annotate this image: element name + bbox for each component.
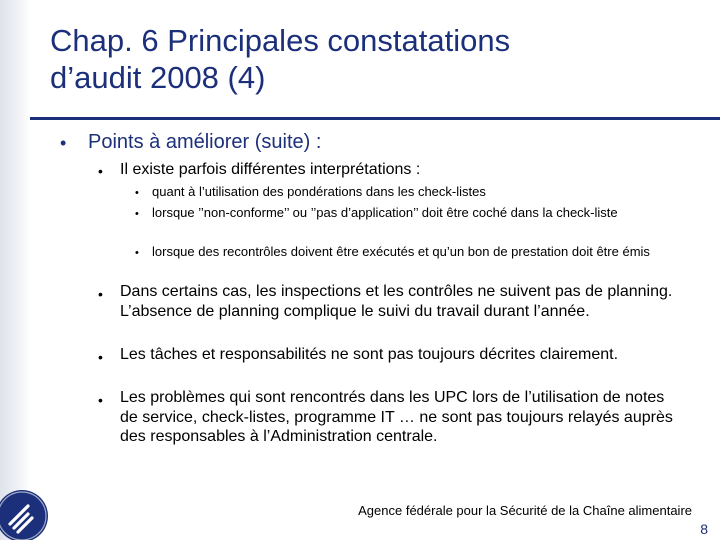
- level3-item: quant à l’utilisation des pondérations dans les check-listes: [152, 184, 486, 199]
- level2-item-planning: Dans certains cas, les inspections et les contrôles ne suivent pas de planning. L’absence de planning complique le suivi du travail durant l’année.: [120, 283, 673, 320]
- level2-item-responsibilities: Les tâches et responsabilités ne sont pas toujours décrites clairement.: [120, 346, 619, 363]
- level1-heading: Points à améliorer (suite) :: [88, 131, 322, 153]
- footer-agency-name: Agence fédérale pour la Sécurité de la Chaîne alimentaire: [358, 503, 692, 518]
- bullet-icon: •: [135, 208, 139, 220]
- level3-item: lorsque ’’non-conforme’’ ou ’’pas d’application’’ doit être coché dans la check-liste: [152, 205, 618, 220]
- left-decorative-band: [0, 0, 30, 540]
- bullet-icon: •: [98, 286, 103, 302]
- title-line-1: Chap. 6 Principales constatations: [50, 23, 511, 58]
- bullet-icon: •: [60, 133, 67, 153]
- bullet-icon: •: [135, 187, 139, 199]
- afsca-logo-icon: [0, 478, 56, 540]
- level2-item-problems: Les problèmes qui sont rencontrés dans les UPC lors de l’utilisation de notes de service, check-listes, programme IT … ne sont pas toujours relayés auprès des responsables à l’Administration centrale.: [120, 389, 673, 445]
- bullet-icon: •: [98, 392, 103, 408]
- bullet-icon: •: [98, 163, 103, 179]
- title-line-2: d’audit 2008 (4): [50, 60, 266, 95]
- page-number: 8: [700, 521, 708, 537]
- level3-item: lorsque des recontrôles doivent être exécutés et qu’un bon de prestation doit être émis: [152, 244, 650, 259]
- bullet-icon: •: [135, 247, 139, 259]
- level2-item-interpretations: Il existe parfois différentes interprétations :: [120, 161, 421, 178]
- title-divider: [30, 117, 720, 120]
- bullet-icon: •: [98, 349, 103, 365]
- page-title: [50, 22, 690, 96]
